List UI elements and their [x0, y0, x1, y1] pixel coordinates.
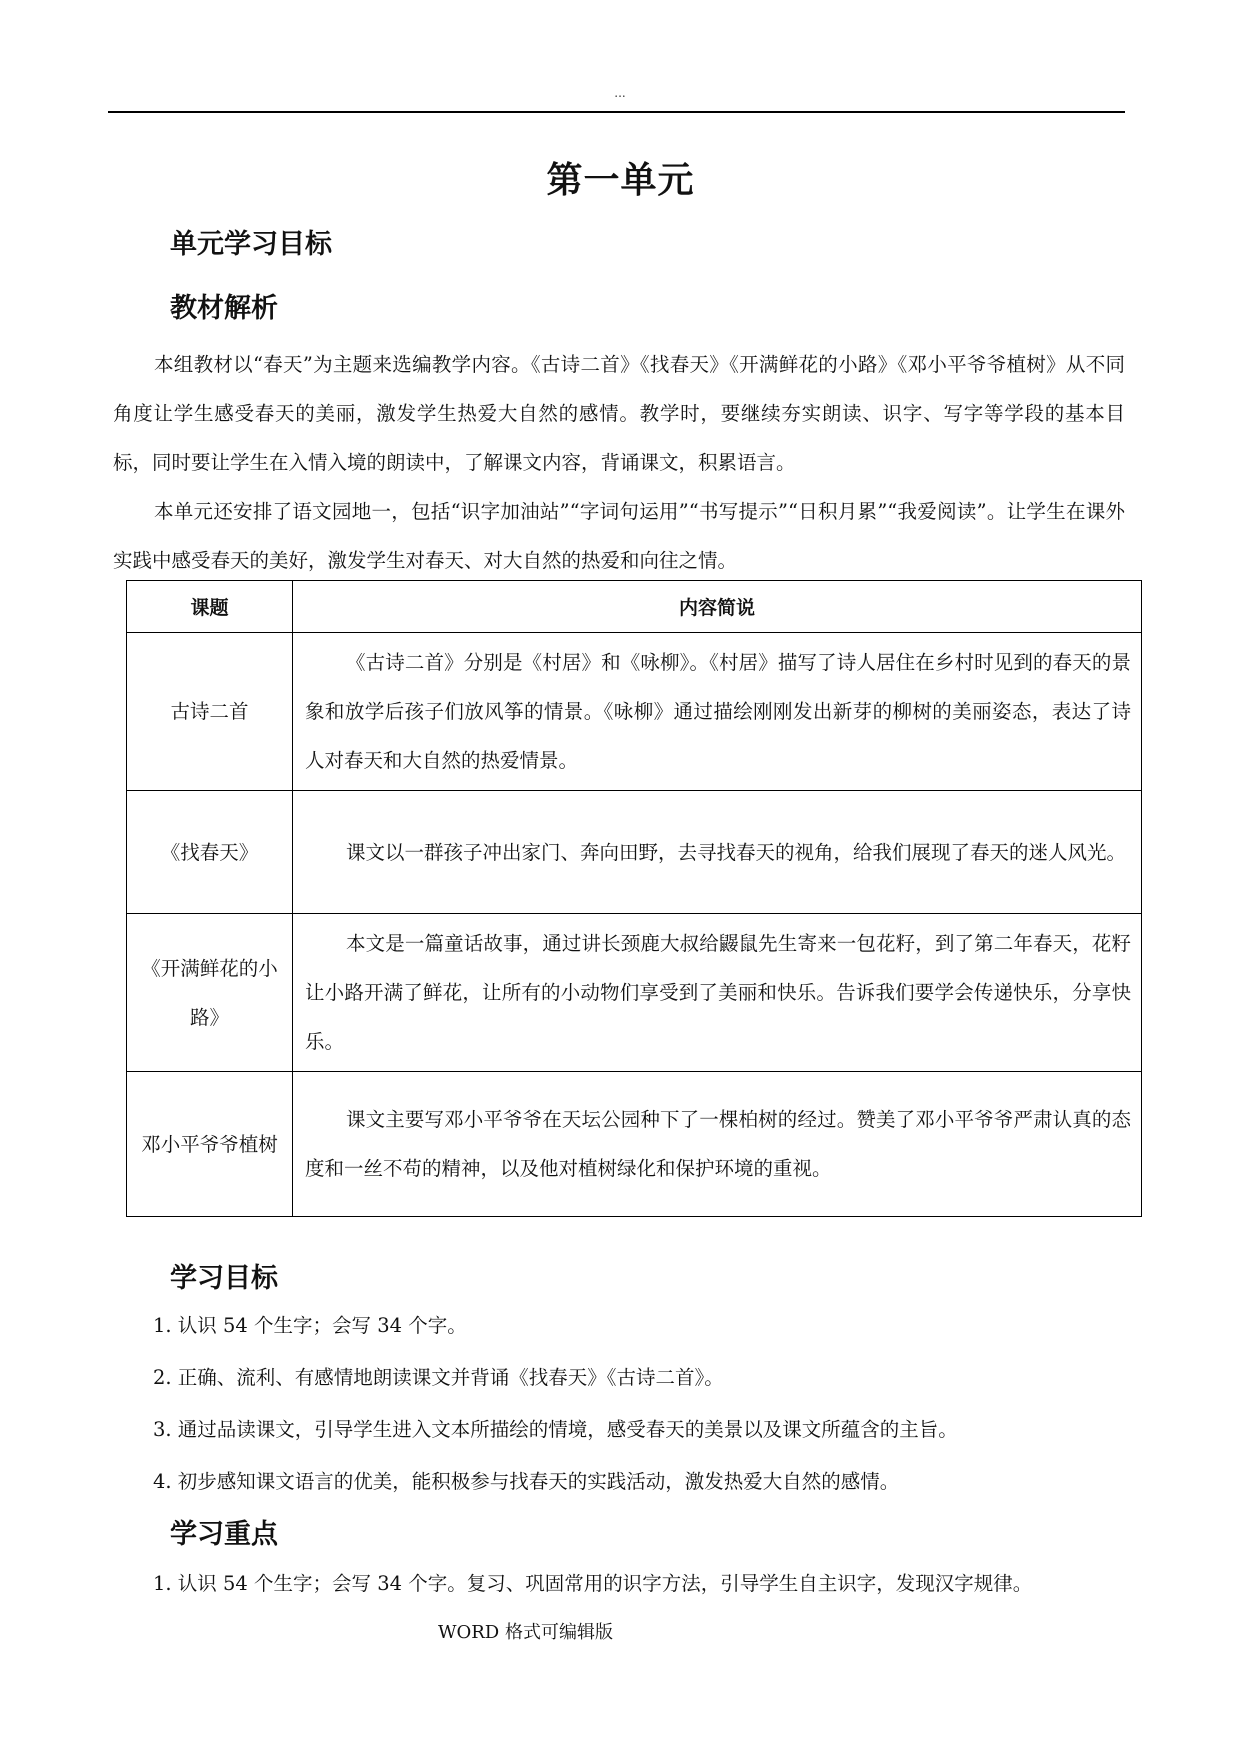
table-row: [127, 1072, 1142, 1217]
table-row: [127, 633, 1142, 791]
list-item: 4. 初步感知课文语言的优美，能积极参与找春天的实践活动，激发热爱大自然的感情。: [153, 1470, 900, 1493]
list-item: 1. 认识 54 个生字；会写 34 个字。: [153, 1314, 467, 1337]
lesson-table: [126, 580, 1142, 1217]
table-cell-content: 课文主要写邓小平爷爷在天坛公园种下了一棵柏树的经过。赞美了邓小平爷爷严肃认真的态度和一丝不苟的精神，以及他对植树绿化和保护环境的重视。: [293, 1072, 1142, 1217]
heading-learning-goals: 学习目标: [170, 1263, 278, 1294]
heading-unit-goals: 单元学习目标: [170, 229, 332, 260]
header-rule: [108, 111, 1125, 113]
table-row: [127, 914, 1142, 1072]
list-item: 3. 通过品读课文，引导学生进入文本所描绘的情境，感受春天的美景以及课文所蕴含的主旨。: [153, 1418, 958, 1441]
heading-key-points: 学习重点: [170, 1519, 278, 1550]
table-cell-topic: 《开满鲜花的小路》: [127, 914, 293, 1072]
header-dots: ...: [614, 86, 626, 100]
footer-text: WORD 格式可编辑版: [438, 1622, 613, 1643]
learning-goals-list: [153, 1300, 1113, 1508]
table-cell-topic: 《找春天》: [127, 791, 293, 914]
analysis-paragraph-2: 本单元还安排了语文园地一，包括“识字加油站”“字词句运用”“书写提示”“日积月累”“我爱阅读”。让学生在课外实践中感受春天的美好，激发学生对春天、对大自然的热爱和向往之情。: [113, 500, 1125, 572]
key-points-list: [153, 1558, 1113, 1610]
table-cell-content: 本文是一篇童话故事，通过讲长颈鹿大叔给鼹鼠先生寄来一包花籽，到了第二年春天，花籽让小路开满了鲜花，让所有的小动物们享受到了美丽和快乐。告诉我们要学会传递快乐，分享快乐。: [293, 914, 1142, 1072]
table-cell-topic: 邓小平爷爷植树: [127, 1072, 293, 1217]
list-item: 1. 认识 54 个生字；会写 34 个字。复习、巩固常用的识字方法，引导学生自主识字，发现汉字规律。: [153, 1572, 1033, 1595]
table-cell-topic: 古诗二首: [127, 633, 293, 791]
heading-analysis: 教材解析: [170, 293, 278, 324]
table-cell-content: 《古诗二首》分别是《村居》和《咏柳》。《村居》描写了诗人居住在乡村时见到的春天的景象和放学后孩子们放风筝的情景。《咏柳》通过描绘刚刚发出新芽的柳树的美丽姿态，表达了诗人对春天和大自然的热爱情景。: [293, 633, 1142, 791]
table-cell-content: 课文以一群孩子冲出家门、奔向田野，去寻找春天的视角，给我们展现了春天的迷人风光。: [293, 791, 1142, 914]
list-item: 2. 正确、流利、有感情地朗读课文并背诵《找春天》《古诗二首》。: [153, 1366, 724, 1389]
table-header-topic: 课题: [127, 581, 293, 633]
table-header-content: 内容简说: [293, 581, 1142, 633]
page-title: 第一单元: [546, 160, 695, 201]
table-row: [127, 791, 1142, 914]
analysis-paragraph-1: 本组教材以“春天”为主题来选编教学内容。《古诗二首》《找春天》《开满鲜花的小路》《邓小平爷爷植树》从不同角度让学生感受春天的美丽，激发学生热爱大自然的感情。教学时，要继续夯实朗读、识字、写字等学段的基本目标，同时要让学生在入情入境的朗读中，了解课文内容，背诵课文，积累语言。: [113, 353, 1125, 474]
table-header-row: [127, 581, 1142, 633]
